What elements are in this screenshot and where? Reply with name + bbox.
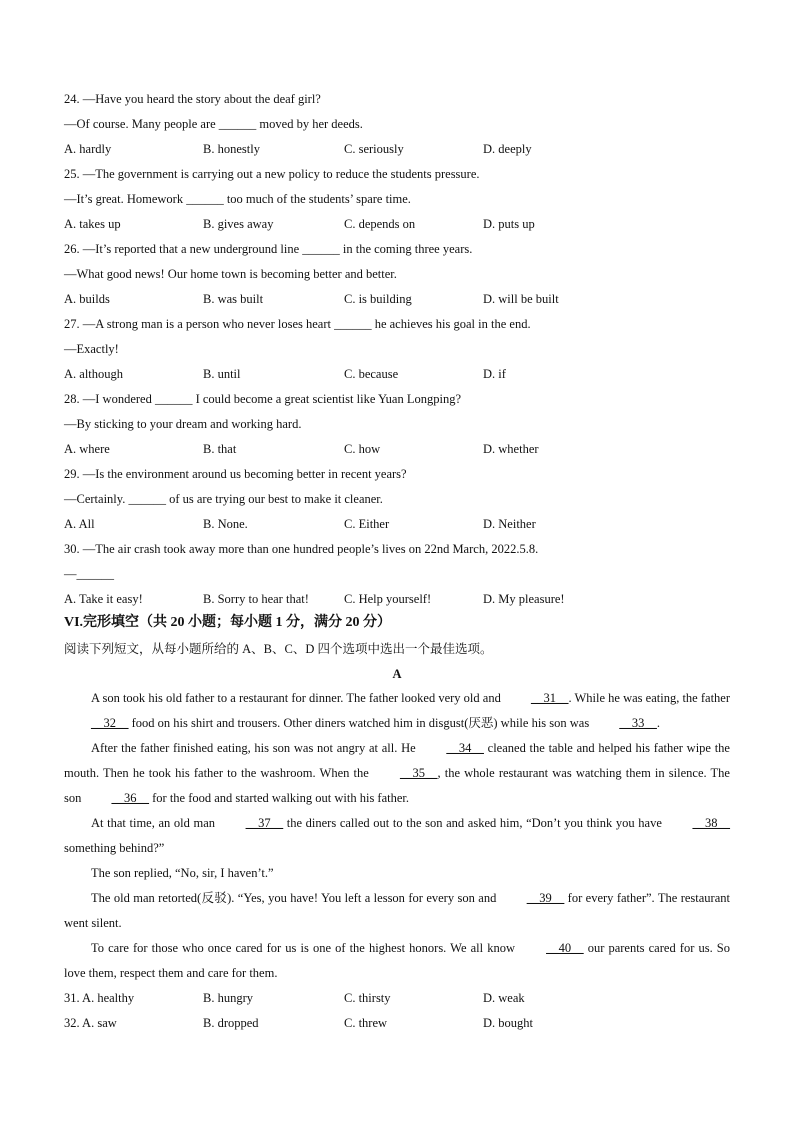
question-30-option-d: D. My pleasure!: [483, 592, 565, 606]
blank-40: __40__: [546, 941, 584, 955]
question-27-option-d: D. if: [483, 367, 506, 381]
cloze-31-option-b: B. hungry: [203, 991, 253, 1005]
blank-31: __31__: [530, 691, 569, 705]
question-27-option-a: A. although: [64, 367, 124, 381]
question-27-stem: 27. —A strong man is a person who never loses heart ______ he achieves his goal in the end.: [64, 317, 531, 331]
question-25-option-b: B. gives away: [203, 217, 274, 231]
question-27-response: —Exactly!: [64, 342, 119, 356]
cloze-32-option-c: C. threw: [344, 1016, 388, 1030]
question-24-response: —Of course. Many people are ______ moved by her deeds.: [64, 117, 363, 131]
passage-paragraph-4: The son replied, “No, sir, I haven’t.”: [91, 866, 274, 880]
question-26-option-b: B. was built: [203, 292, 264, 306]
question-25-response: —It’s great. Homework ______ too much of the students’ spare time.: [64, 192, 411, 206]
cloze-32-option-b: B. dropped: [203, 1016, 259, 1030]
cloze-31-option-c: C. thirsty: [344, 991, 391, 1005]
passage-text: our parents cared for us. So love them, respect them and care for them.: [64, 941, 730, 980]
question-26-option-d: D. will be built: [483, 292, 559, 306]
question-28-option-b: B. that: [203, 442, 237, 456]
question-30-option-b: B. Sorry to hear that!: [203, 592, 309, 606]
passage-label: A: [392, 667, 402, 681]
passage-text: To care for those who once cared for us is one of the highest honors. We all know: [91, 941, 520, 955]
blank-37: __37__: [245, 816, 284, 830]
cloze-31-option-d: D. weak: [483, 991, 525, 1005]
question-30-response: —______: [64, 567, 114, 581]
question-26-option-c: C. is building: [344, 292, 412, 306]
passage-text: A son took his old father to a restaurant for dinner. The father looked very old and: [91, 691, 504, 705]
question-28-option-d: D. whether: [483, 442, 539, 456]
question-27-option-b: B. until: [203, 367, 241, 381]
blank-38: __38__: [692, 816, 730, 830]
passage-text: for the food and started walking out with his father.: [149, 791, 410, 805]
question-26-stem: 26. —It’s reported that a new underground line ______ in the coming three years.: [64, 242, 473, 256]
passage-text: The old man retorted(反驳). “Yes, you have! You left a lesson for every son and: [91, 891, 500, 905]
question-25-option-a: A. takes up: [64, 217, 121, 231]
question-24-stem: 24. —Have you heard the story about the deaf girl?: [64, 92, 321, 106]
question-30-option-c: C. Help yourself!: [344, 592, 432, 606]
passage-paragraph-5: [64, 886, 730, 936]
cloze-31-option-a: 31. A. healthy: [64, 991, 135, 1005]
question-30-option-a: A. Take it easy!: [64, 592, 143, 606]
passage-text: At that time, an old man: [91, 816, 219, 830]
passage-text: cleaned the table and helped his father wipe the mouth. Then he took his father to the washroom. When the: [64, 741, 730, 780]
passage-text: the diners called out to the son and asked him, “Don’t you think you have: [283, 816, 666, 830]
question-24-option-b: B. honestly: [203, 142, 260, 156]
blank-39: __39__: [526, 891, 565, 905]
question-28-stem: 28. —I wondered ______ I could become a great scientist like Yuan Longping?: [64, 392, 461, 406]
question-29-option-d: D. Neither: [483, 517, 536, 531]
passage-text: .: [656, 716, 660, 730]
question-24-option-d: D. deeply: [483, 142, 532, 156]
cloze-passage: [64, 686, 730, 986]
question-29-option-c: C. Either: [344, 517, 390, 531]
blank-32: __32__: [91, 716, 129, 730]
passage-text: food on his shirt and trousers. Other diners watched him in disgust(厌恶) while his son was: [128, 716, 593, 730]
question-25-option-c: C. depends on: [344, 217, 416, 231]
blank-36: __36__: [111, 791, 149, 805]
passage-paragraph-6: [64, 936, 730, 986]
question-26-option-a: A. builds: [64, 292, 110, 306]
passage-paragraph-1: [64, 686, 730, 736]
passage-text: something behind?”: [64, 841, 165, 855]
question-29-response: —Certainly. ______ of us are trying our best to make it cleaner.: [64, 492, 383, 506]
blank-34: __34__: [446, 741, 484, 755]
passage-text: , the whole restaurant was watching them in silence. The son: [64, 766, 730, 805]
passage-text: After the father finished eating, his son was not angry at all. He: [91, 741, 420, 755]
question-29-stem: 29. —Is the environment around us becoming better in recent years?: [64, 467, 407, 481]
blank-33: __33__: [619, 716, 657, 730]
section-instruction: 阅读下列短文，从每小题所给的 A、B、C、D 四个选项中选出一个最佳选项。: [64, 642, 493, 656]
cloze-32-option-a: 32. A. saw: [64, 1016, 117, 1030]
passage-text: for every father”. The restaurant went silent.: [64, 891, 730, 930]
question-24-option-a: A. hardly: [64, 142, 112, 156]
passage-text: . While he was eating, the father: [568, 691, 730, 705]
passage-paragraph-2: [64, 736, 730, 811]
blank-35: __35__: [399, 766, 438, 780]
question-24-option-c: C. seriously: [344, 142, 404, 156]
question-27-option-c: C. because: [344, 367, 399, 381]
question-26-response: —What good news! Our home town is becoming better and better.: [64, 267, 397, 281]
question-29-option-a: A. All: [64, 517, 95, 531]
passage-paragraph-3: [64, 811, 730, 861]
cloze-32-option-d: D. bought: [483, 1016, 533, 1030]
question-30-stem: 30. —The air crash took away more than one hundred people’s lives on 22nd March, 2022.5.8.: [64, 542, 539, 556]
question-28-response: —By sticking to your dream and working hard.: [64, 417, 302, 431]
question-29-option-b: B. None.: [203, 517, 248, 531]
question-28-option-a: A. where: [64, 442, 110, 456]
section-heading: VI.完形填空（共 20 小题；每小题 1 分，满分 20 分）: [64, 615, 392, 630]
question-25-option-d: D. puts up: [483, 217, 535, 231]
question-25-stem: 25. —The government is carrying out a new policy to reduce the students pressure.: [64, 167, 480, 181]
question-28-option-c: C. how: [344, 442, 381, 456]
